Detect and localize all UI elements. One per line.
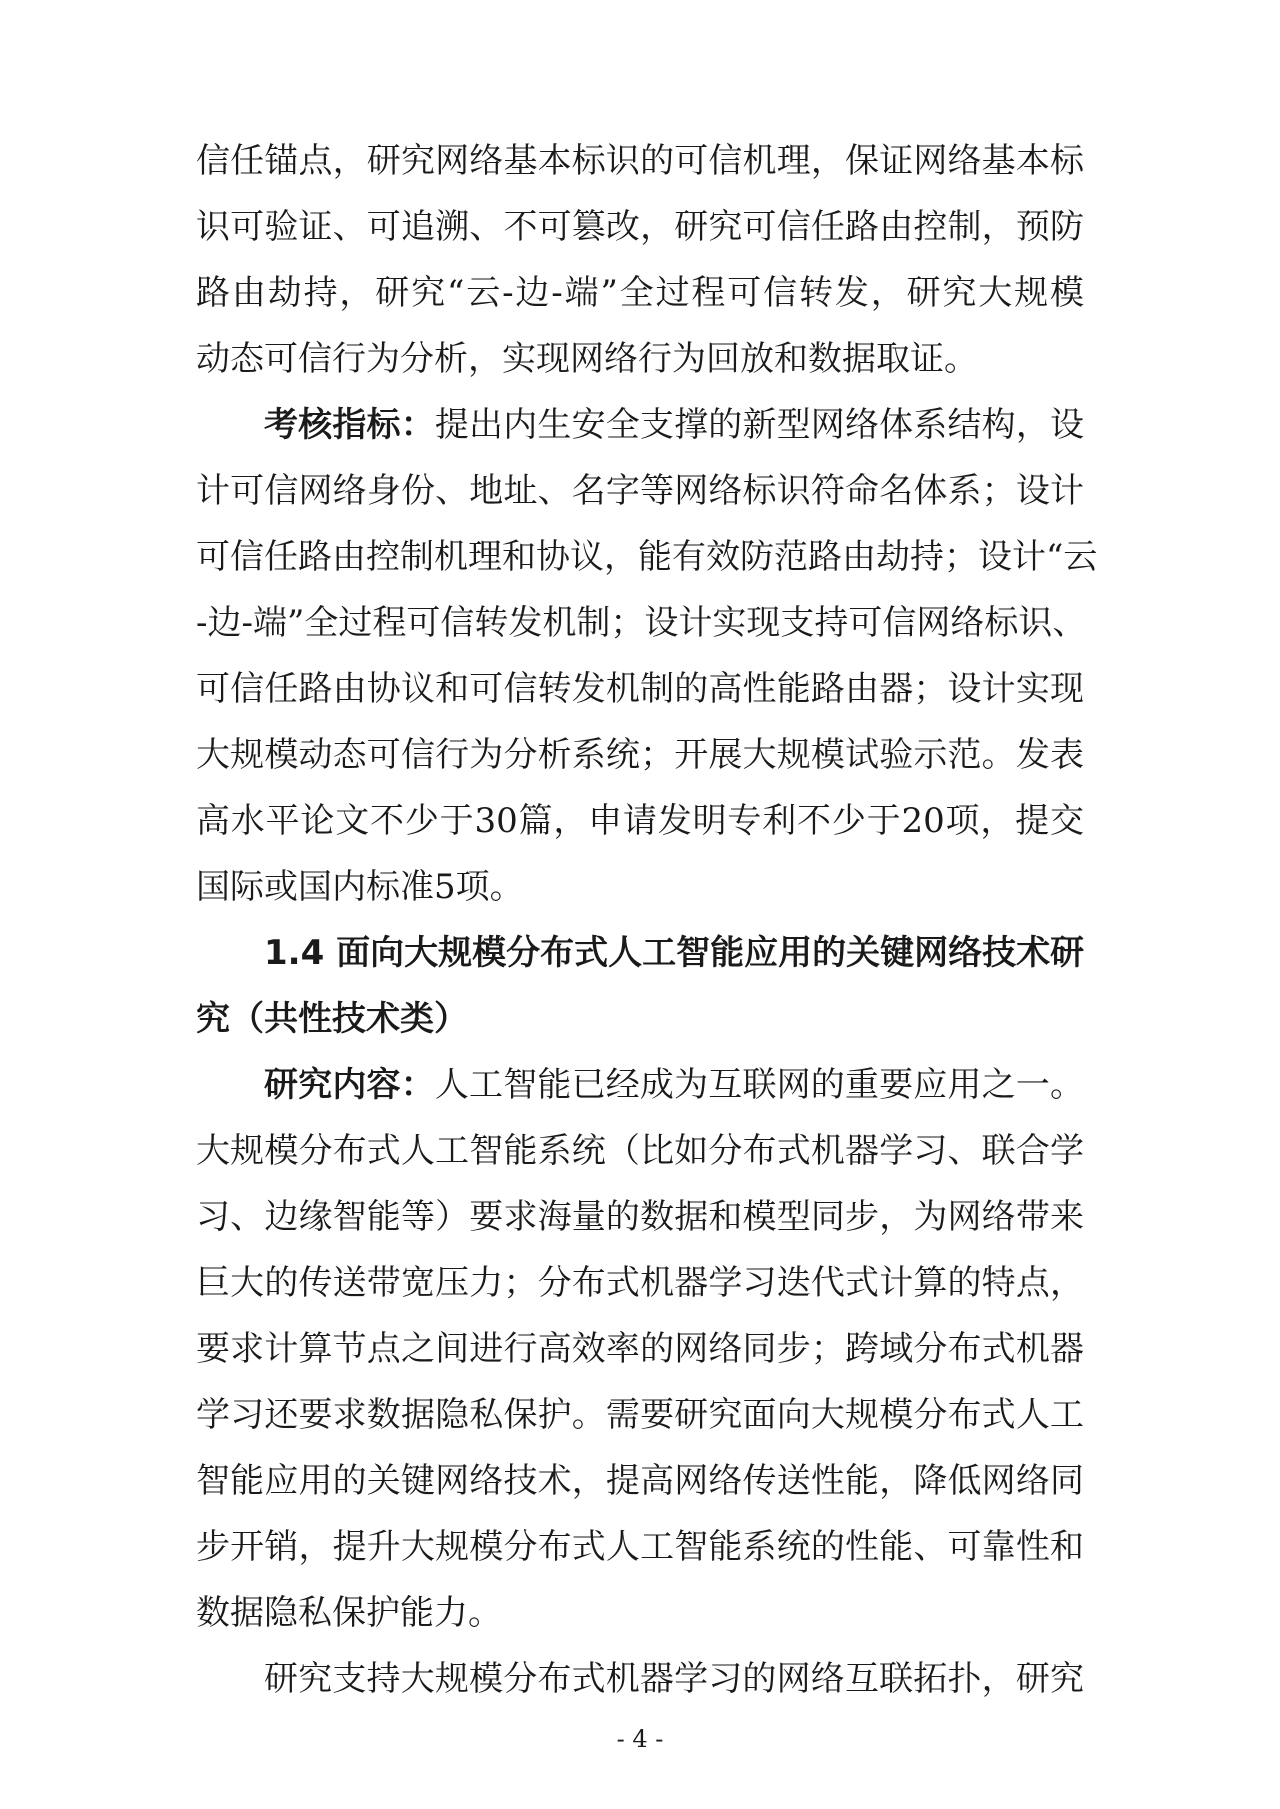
- paragraph-line: 计可信网络身份、地址、名字等网络标识符命名体系；设计: [196, 471, 1084, 511]
- paragraph-line: 巨大的传送带宽压力；分布式机器学习迭代式计算的特点，: [196, 1263, 1084, 1303]
- paragraph-line: 信任锚点，研究网络基本标识的可信机理，保证网络基本标: [196, 141, 1084, 181]
- paragraph-line: 高水平论文不少于30篇，申请发明专利不少于20项，提交: [196, 801, 1084, 841]
- paragraph-line: 步开销，提升大规模分布式人工智能系统的性能、可靠性和: [196, 1527, 1084, 1567]
- paragraph-line: 可信任路由协议和可信转发机制的高性能路由器；设计实现: [196, 669, 1084, 709]
- paragraph-line: 路由劫持，研究“云-边-端”全过程可信转发，研究大规模: [196, 273, 1084, 313]
- paragraph-line: 可信任路由控制机理和协议，能有效防范路由劫持；设计“云: [196, 537, 1098, 577]
- page-number: - 4 -: [616, 1725, 664, 1753]
- paragraph-line: 动态可信行为分析，实现网络行为回放和数据取证。: [196, 339, 978, 379]
- paragraph-line: 识可验证、可追溯、不可篡改，研究可信任路由控制，预防: [196, 207, 1084, 247]
- paragraph-line: -边-端”全过程可信转发机制；设计实现支持可信网络标识、: [196, 603, 1087, 643]
- paragraph-line: 国际或国内标准5项。: [196, 867, 524, 907]
- paragraph-line: 大规模分布式人工智能系统（比如分布式机器学习、联合学: [196, 1131, 1084, 1171]
- paragraph-line: 习、边缘智能等）要求海量的数据和模型同步，为网络带来: [196, 1197, 1084, 1237]
- section-heading-continued: 究（共性技术类）: [196, 999, 468, 1039]
- research-content-text: 人工智能已经成为互联网的重要应用之一。: [434, 1065, 1085, 1105]
- assessment-label: 考核指标：: [264, 405, 435, 445]
- paragraph-line: 学习还要求数据隐私保护。需要研究面向大规模分布式人工: [196, 1395, 1084, 1435]
- research-content-label: 研究内容：: [264, 1065, 435, 1105]
- paragraph-line: 智能应用的关键网络技术，提高网络传送性能，降低网络同: [196, 1461, 1084, 1501]
- paragraph-line: 大规模动态可信行为分析系统；开展大规模试验示范。发表: [196, 735, 1084, 775]
- research-content-first-line: [264, 1052, 1084, 1118]
- section-heading: 1.4 面向大规模分布式人工智能应用的关键网络技术研: [264, 933, 1085, 973]
- paragraph-line: 要求计算节点之间进行高效率的网络同步；跨域分布式机器: [196, 1329, 1084, 1369]
- assessment-text: 提出内生安全支撑的新型网络体系结构，设: [434, 405, 1085, 445]
- assessment-first-line: [264, 392, 1084, 458]
- paragraph-line: 研究支持大规模分布式机器学习的网络互联拓扑，研究: [264, 1659, 1084, 1699]
- paragraph-line: 数据隐私保护能力。: [196, 1593, 502, 1633]
